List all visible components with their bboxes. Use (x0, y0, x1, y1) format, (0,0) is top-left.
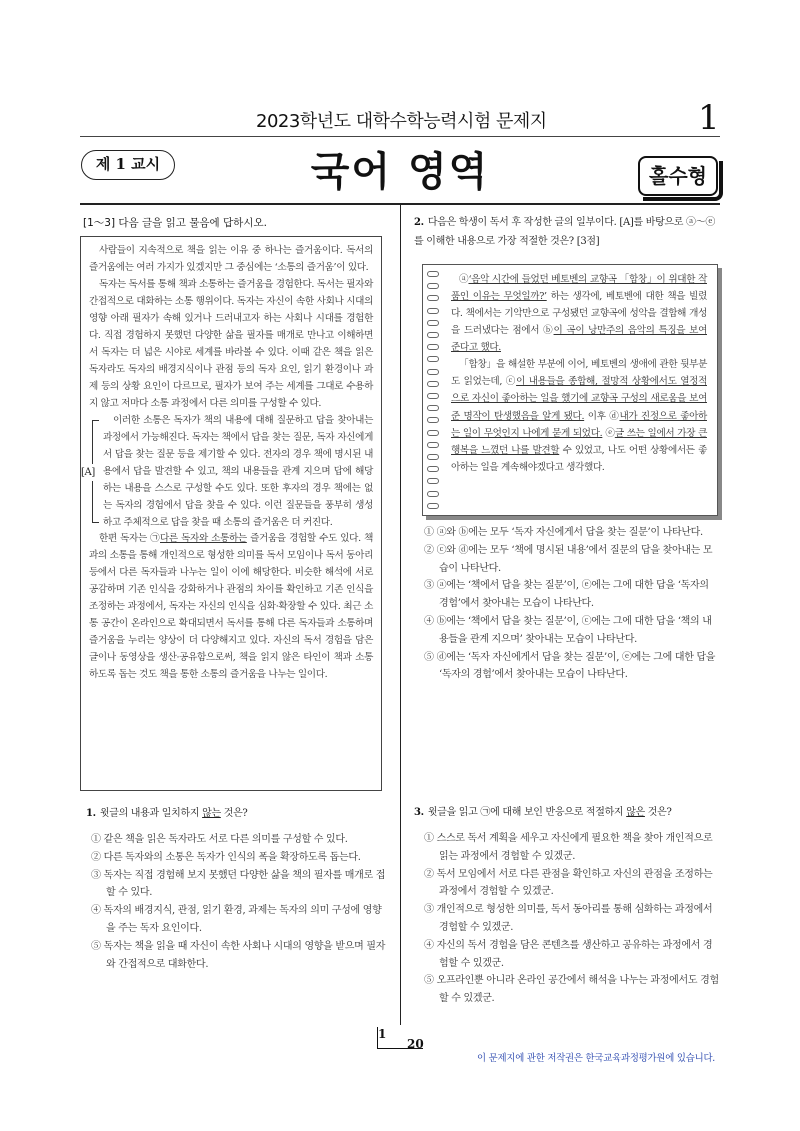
instruction: [1～3] 다음 글을 읽고 물음에 답하시오. (83, 217, 267, 229)
question-2-options (414, 524, 720, 684)
student-paragraph-2 (451, 356, 707, 475)
question-2-option-5[interactable]: ⑤ ⓓ에는 ‘독자 자신에게서 답을 찾는 질문’이, ⓔ에는 그에 대한 답을 ‘독자의 경험’에서 찾아내는 모습이 나타난다. (424, 651, 716, 681)
underline-e: 글 쓰는 일에서 가장 큰 행복을 느꼈던 나를 발견할 (451, 427, 707, 456)
reading-passage (80, 236, 382, 791)
student-p2-start: 「합창」을 해설한 부분에 이어, 베토벤의 생애에 관한 뒷부분도 읽었는데, ⓒ (451, 359, 707, 388)
session-badge: 제 1 교시 (81, 150, 175, 180)
question-2-stem-text: 다음은 학생이 독서 후 작성한 글의 일부이다. [A]를 바탕으로 ⓐ～ⓔ를 이해한 내용으로 가장 적절한 것은? [3점] (414, 217, 716, 247)
question-3-option-3[interactable]: ③ 개인적으로 형성한 의미를, 독서 동아리를 통해 심화하는 과정에서 경험할 수 있겠군. (424, 904, 713, 933)
footer-page-indicator (375, 1027, 425, 1049)
question-2-option-4[interactable]: ④ ⓑ에는 ‘책에서 답을 찾는 질문’이, ⓒ에는 그에 대한 답을 ‘책의 내용들을 관계 지으며’ 찾아내는 모습이 나타난다. (424, 615, 712, 645)
question-2-option-2[interactable]: ② ⓒ와 ⓓ에는 모두 ‘책에 명시된 내용’에서 질문의 답을 찾아내는 모습이 나타난다. (424, 544, 713, 574)
exam-title: 2023학년도 대학수학능력시험 문제지 (256, 111, 547, 132)
footer-total-pages: 20 (407, 1037, 424, 1051)
question-1-stem (86, 804, 386, 823)
header-divider (80, 136, 720, 137)
copyright-notice: 이 문제지에 관한 저작권은 한국교육과정평가원에 있습니다. (477, 1053, 716, 1064)
question-3-stem (414, 803, 720, 822)
underline-a: ‘음악 시간에 들었던 베토벤의 교향곡 「합창」이 위대한 작품인 이유는 무엇일까?’ (451, 274, 707, 303)
question-1-option-4[interactable]: ④ 독자의 배경지식, 관점, 읽기 환경, 과제는 독자의 의미 구성에 영향을 주는 독자 요인이다. (91, 905, 382, 934)
question-1-option-1[interactable]: ① 같은 책을 읽은 독자라도 서로 다른 의미를 구성할 수 있다. (91, 834, 348, 845)
question-1-stem-start: 윗글의 내용과 일치하지 (99, 808, 203, 819)
question-2-option-1[interactable]: ① ⓐ와 ⓑ에는 모두 ‘독자 자신에게서 답을 찾는 질문’이 나타난다. (424, 527, 703, 538)
question-3-stem-start: 윗글을 읽고 ㉠에 대해 보인 반응으로 적절하지 (427, 807, 627, 818)
underline-b: 이 곡이 낭만주의 음악의 특징을 보여 준다고 했다. (451, 325, 707, 354)
passage-paragraph-1: 사람들이 지속적으로 책을 읽는 이유 중 하나는 즐거움이다. 독서의 즐거움에는 여러 가지가 있겠지만 그 중심에는 ‘소통의 즐거움’이 있다. (89, 245, 373, 273)
bracket-label-a: [A] (81, 464, 95, 482)
question-3 (414, 803, 720, 1008)
question-3-option-5[interactable]: ⑤ 오프라인뿐 아니라 온라인 공간에서 해석을 나누는 과정에서도 경험할 수 있겠군. (424, 975, 719, 1005)
question-2 (414, 213, 720, 251)
question-1-stem-emphasis: 않는 (202, 808, 221, 819)
paper-type-badge: 홀수형 (638, 156, 718, 196)
question-1-stem-end: 것은? (220, 808, 248, 819)
student-p1-middle: 하는 생각에, 베토벤에 대한 책을 빌렸다. 책에서는 기악만으로 구성됐던 교향곡에 성악을 결합해 개성을 드러냈다는 점에서 ⓑ (451, 291, 707, 337)
question-1 (86, 804, 386, 973)
passage-paragraph-2: 독자는 독서를 통해 책과 소통하는 즐거움을 경험한다. 독서는 필자와 간접적으로 대화하는 소통 행위이다. 독자는 자신이 속한 사회나 시대의 영향 아래 필자가 속해 있거나 드러내고자 하는 사회나 시대를 경험한다. 직접 경험하지 못했던 다양한 삶을 필자를 매개로 만나고 이해하면서 독자는 더 넓은 시야로 세계를 바라볼 수 있다. 이때 같은 책을 읽은 독자라도 독자의 배경지식이나 관점 등의 독자 요인, 읽기 환경이나 과제 등의 상황 요인이 다르므로, 필자가 보여 주는 세계를 그대로 수용하지 않고 저마다 소통 과정에서 다른 의미를 구성할 수 있다. (89, 278, 373, 409)
question-3-stem-end: 것은? (644, 807, 672, 818)
student-p2-middle: 이후 ⓓ (584, 410, 620, 422)
question-1-number: 1. (86, 808, 96, 819)
subject-title: 국어 영역 (310, 149, 490, 195)
passage-p4-rest: 즐거움을 경험할 수도 있다. 책과의 소통을 통해 개인적으로 형성한 의미를 독서 모임이나 독서 동아리 등에서 다른 독자들과 나누는 일이 이에 해당한다. 비슷한 해석에 서로 공감하며 기존 인식을 강화하거나 관점의 차이를 확인하고 기존 인식을 조정하는 과정에서, 독자는 자신의 인식을 심화·확장할 수 있다. 최근 소통 공간이 온라인으로 확대되면서 독서를 통해 다른 독자들과 소통하며 즐거움을 누리는 양상이 더 다양해지고 있다. 자신의 독서 경험을 담은 글이나 동영상을 생산·공유함으로써, 책을 읽지 않은 타인이 책과 소통하도록 돕는 것도 책을 통한 소통의 즐거움을 나누는 일이다. (89, 533, 373, 681)
passage-paragraph-4 (89, 531, 373, 684)
student-writing-box (422, 264, 718, 516)
notebook-rings (427, 271, 441, 509)
student-p2-middle2: ⓔ (602, 427, 615, 439)
question-1-option-5[interactable]: ⑤ 독자는 책을 읽을 때 자신이 속한 사회나 시대의 영향을 받으며 필자와 간접적으로 대화한다. (91, 940, 386, 970)
passage-paragraph-3: 이러한 소통은 독자가 책의 내용에 대해 질문하고 답을 찾아내는 과정에서 가능해진다. 독자는 책에서 답을 찾는 질문, 독자 자신에게서 답을 찾는 질문 등을 제기할 수 있다. 전자의 경우 책에 명시된 내용에서 답을 발견할 수 있고, 책의 내용들을 관계 지으며 답에 해당하는 내용을 스스로 구성할 수도 있다. 또한 후자의 경우 책에는 없는 독자의 경험에서 답을 찾을 수 있다. 이런 질문들을 풍부히 생성하고 주체적으로 답을 찾을 때 소통의 즐거움은 더 커진다. (103, 414, 373, 528)
question-3-number: 3. (414, 807, 424, 818)
page-number: 1 (698, 98, 720, 138)
passage-p4-start: 한편 독자는 ㉠ (99, 533, 160, 545)
question-1-option-3[interactable]: ③ 독자는 직접 경험해 보지 못했던 다양한 삶을 책의 필자를 매개로 접할 수 있다. (91, 869, 386, 899)
underlined-phrase-1: 다른 독자와 소통하는 (160, 533, 247, 545)
marker-a: ⓐ (459, 274, 469, 285)
question-1-option-2[interactable]: ② 다른 독자와의 소통은 독자가 인식의 폭을 확장하도록 돕는다. (91, 851, 361, 863)
question-3-stem-emphasis: 않은 (626, 807, 645, 818)
question-2-stem (414, 213, 720, 251)
passage-bracket-a (81, 413, 373, 532)
underline-d: 내가 진정으로 좋아하는 일이 무엇인지 나에게 묻게 되었다. (451, 410, 707, 439)
column-divider (400, 205, 401, 1025)
student-paragraph-1 (451, 271, 707, 356)
underline-c: 이 내용들을 종합해, 절망적 상황에서도 열정적으로 자신이 좋아하는 일을 했기에 교향곡 구성의 새로움을 보여 준 명작이 탄생했음을 알게 됐다. (451, 376, 707, 422)
question-2-number: 2. (414, 217, 424, 228)
question-3-option-1[interactable]: ① 스스로 독서 계획을 세우고 자신에게 필요한 책을 찾아 개인적으로 읽는 과정에서 경험할 수 있겠군. (424, 833, 713, 862)
footer-page: 1 (378, 1027, 387, 1041)
question-2-option-3[interactable]: ③ ⓐ에는 ‘책에서 답을 찾는 질문’이, ⓔ에는 그에 대한 답을 ‘독자의 경험’에서 찾아내는 모습이 나타난다. (424, 580, 709, 610)
question-3-option-4[interactable]: ④ 자신의 독서 경험을 담은 콘텐츠를 생산하고 공유하는 과정에서 경험할 수 있겠군. (424, 939, 713, 969)
question-3-option-2[interactable]: ② 독서 모임에서 서로 다른 관점을 확인하고 자신의 관점을 조정하는 과정에서 경험할 수 있겠군. (424, 868, 713, 898)
student-p2-end: 수 있었고, 나도 어떤 상황에서든 좋아하는 일을 계속해야겠다고 생각했다. (451, 444, 707, 473)
